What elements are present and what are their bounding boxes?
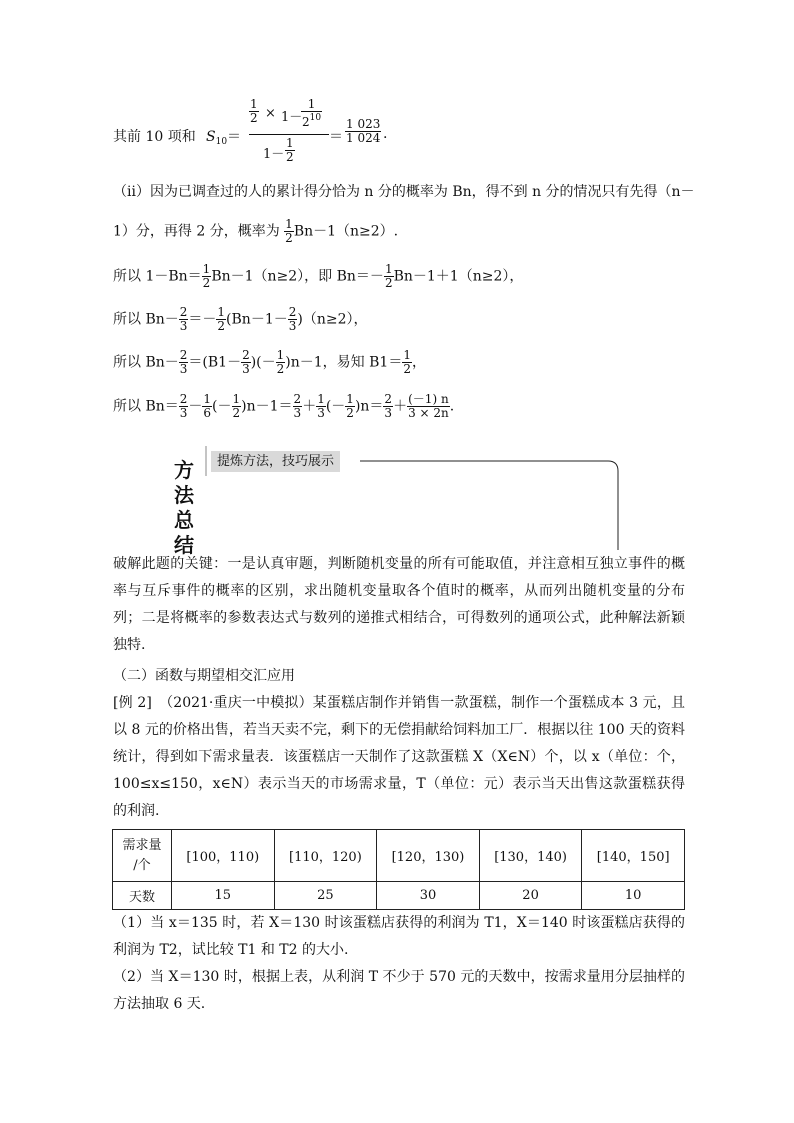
- days-cell: 30: [377, 882, 480, 910]
- header-demand-label: 需求量 /个: [113, 830, 172, 882]
- table-row: [113, 830, 685, 882]
- section-two-heading: （二）函数与期望相交汇应用: [113, 668, 295, 684]
- sum-fraction-numerator: [249, 96, 329, 135]
- ii-line1: （ⅱ）因为已调查过的人的累计得分恰为 n 分的概率为 Bn，得不到 n 分的情况只有先得（n－: [113, 184, 695, 200]
- sum-prefix: 其前 10 项和: [113, 129, 196, 145]
- range-cell: [110，120): [274, 830, 377, 882]
- days-cell: 20: [479, 882, 582, 910]
- s10-symbol: $S_{10}=$: [206, 129, 242, 147]
- times-sign: ×: [265, 106, 276, 121]
- method-vertical-label: 方法总结: [174, 458, 194, 557]
- demand-table: [112, 829, 685, 910]
- example-2-text: [例 2] （2021·重庆一中模拟）某蛋糕店制作并销售一款蛋糕，制作一个蛋糕成本 3 元，且以 8 元的价格出售，若当天卖不完，剩下的无偿捐献给饲料加工厂．根据以往 100 天的资料统计，得到如下需求量表．该蛋糕店一天制作了这款蛋糕 X（X∈N）个，以 x（单位：个，100≤x≤150，x∈N）表示当天的市场需求量，T（单位：元）表示当天出售这款蛋糕获得的利润.: [113, 695, 685, 819]
- table-row: [113, 882, 685, 910]
- sum-big-fraction: [249, 96, 329, 169]
- sum-result: $\frac{1 023}{1 024}$: [346, 117, 381, 145]
- frac-den-half: $\frac{1}{2}$: [286, 136, 294, 164]
- days-label: 天数: [113, 882, 172, 910]
- method-box-title: 提炼方法，技巧展示: [211, 451, 340, 472]
- eq-line-4: 所以 Bn＝ $\frac{2}{3}$ － $\frac{1}{6}$ (－ $\frac{1}{2}$ )n－1＝ $\frac{2}{3}$ ＋ $\frac{1}{3}$ (－ $\frac{1}{2}$ )n＝ $\frac{2}{3}$ ＋ $\frac{(-1) n}{3 \times 2n}$ .: [113, 392, 455, 420]
- range-cell: [140，150]: [582, 830, 685, 882]
- ii-line2: 1）分，再得 2 分，概率为 $\frac{1}{2}$ Bn－1（n≥2）.: [113, 217, 399, 245]
- frac-half: $\frac{1}{2}$: [250, 97, 258, 125]
- frac-inner: $\frac{1}{2^{10}}$: [302, 97, 322, 129]
- eq-line-1: 所以 1－Bn＝ $\frac{1}{2}$ Bn－1（n≥2），即 Bn＝－ $\frac{1}{2}$ Bn－1＋1（n≥2），: [113, 262, 524, 290]
- eq-line-3: 所以 Bn－ $\frac{2}{3}$ ＝(B1－ $\frac{2}{3}$ )(－ $\frac{1}{2}$ )n－1，易知 B1＝ $\frac{1}{2}$ ，: [113, 348, 426, 376]
- range-cell: [120，130): [377, 830, 480, 882]
- question-1: （1）当 x＝135 时，若 X＝130 时该蛋糕店获得的利润为 T1，X＝140 时该蛋糕店获得的利润为 T2，试比较 T1 和 T2 的大小.: [113, 915, 685, 958]
- range-cell: [130，140): [479, 830, 582, 882]
- days-cell: 15: [172, 882, 275, 910]
- den-one-minus: 1－: [263, 147, 285, 162]
- days-cell: 10: [582, 882, 685, 910]
- sum-period: .: [383, 126, 388, 142]
- sum-fraction-denominator: [249, 135, 329, 169]
- one-minus: 1－: [281, 110, 303, 125]
- eq2: ＝: [329, 129, 343, 145]
- eq-line-2: 所以 Bn－ $\frac{2}{3}$ ＝－ $\frac{1}{2}$ (Bn－1－ $\frac{2}{3}$ )（n≥2），: [113, 305, 368, 333]
- method-summary: 破解此题的关键：一是认真审题，判断随机变量的所有可能取值，并注意相互独立事件的概率与互斥事件的概率的区别，求出随机变量取各个值时的概率，从而列出随机变量的分布列；二是将概率的参数表达式与数列的递推式相结合，可得数列的通项公式，此种解法新颖独特.: [113, 556, 685, 653]
- days-cell: 25: [274, 882, 377, 910]
- question-2: （2）当 X＝130 时，根据上表，从利润 T 不少于 570 元的天数中，按需求量用分层抽样的方法抽取 6 天.: [113, 969, 685, 1012]
- range-cell: [100，110): [172, 830, 275, 882]
